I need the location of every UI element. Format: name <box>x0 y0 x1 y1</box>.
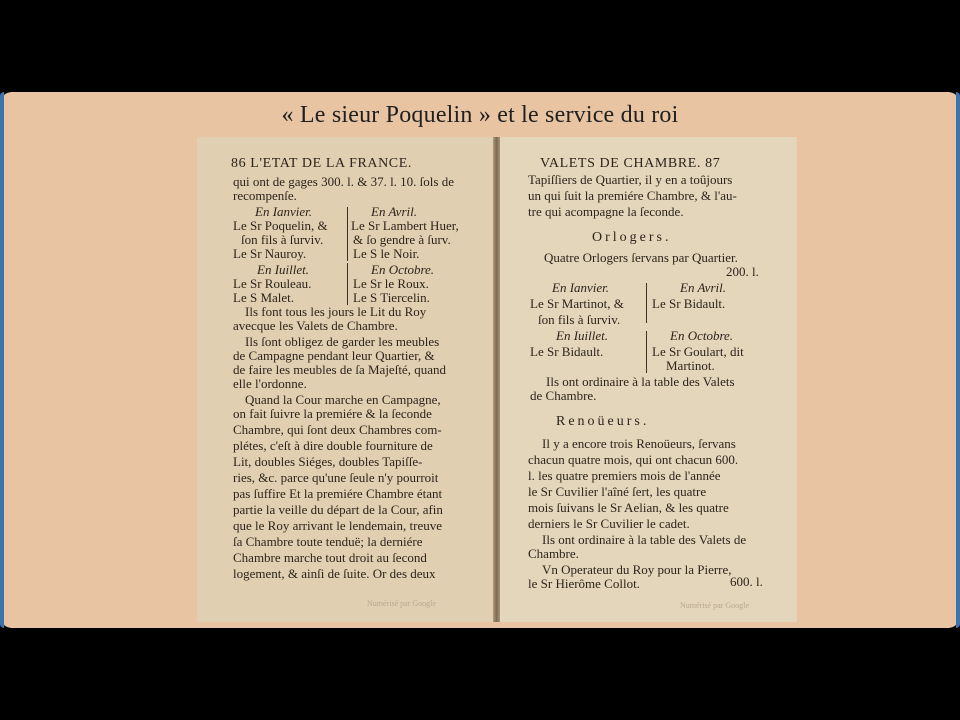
column-separator <box>347 207 348 261</box>
text-line: avecque les Valets de Chambre. <box>233 318 398 333</box>
text-line: En Avril. <box>680 280 726 295</box>
scan-watermark: Numérisé par Google <box>680 601 749 610</box>
text-line: derniers le Sr Cuvilier le cadet. <box>528 516 690 531</box>
text-line: Le S Tiercelin. <box>353 290 430 305</box>
text-line: ſa Chambre toute tenduë; la derniére <box>233 534 423 549</box>
text-line: de Chambre. <box>530 388 597 403</box>
text-line: ries, &c. parce qu'une ſeule n'y pourroit <box>233 470 439 485</box>
text-line: 600. l. <box>730 574 763 589</box>
column-separator <box>646 283 647 323</box>
text-line: Chambre, qui ſont deux Chambres com- <box>233 422 442 437</box>
text-line: qui ont de gages 300. l. & 37. l. 10. ſols de <box>233 174 454 189</box>
text-line: on fait ſuivre la premiére & la ſeconde <box>233 406 432 421</box>
text-line: Chambre marche tout droit au ſecond <box>233 550 427 565</box>
text-line: Ils ont ordinaire à la table des Valets <box>546 374 735 389</box>
right-page-header: VALETS DE CHAMBRE. 87 <box>540 156 721 171</box>
text-line: Quatre Orlogers ſervans par Quartier. <box>544 250 738 265</box>
text-line: de Campagne pendant leur Quartier, & <box>233 348 435 363</box>
column-separator <box>347 263 348 305</box>
slide-title: « Le sieur Poquelin » et le service du roi <box>281 102 679 128</box>
text-line: logement, & ainſi de ſuite. Or des deux <box>233 566 436 581</box>
text-line: ſon fils à ſurviv. <box>241 232 324 247</box>
text-line: de faire les meubles de ſa Majeſté, quand <box>233 362 446 377</box>
text-line: Quand la Cour marche en Campagne, <box>245 392 441 407</box>
text-line: Il y a encore trois Renoüeurs, ſervans <box>542 436 736 451</box>
text-line: Lit, doubles Siéges, doubles Tapiſſe- <box>233 454 423 469</box>
left-page-header: 86 L'ETAT DE LA FRANCE. <box>231 156 412 171</box>
text-line: ſon fils à ſurviv. <box>538 312 621 327</box>
text-line: Tapiſſiers de Quartier, il y en a toûjours <box>528 172 733 187</box>
text-line: 200. l. <box>726 264 759 279</box>
text-line: le Sr Cuvilier l'aîné ſert, les quatre <box>528 484 707 499</box>
text-line: En Octobre. <box>371 262 435 277</box>
text-line: & ſo gendre à ſurv. <box>353 232 451 247</box>
book-scan <box>197 137 797 622</box>
text-line: Le Sr Poquelin, & <box>233 218 328 233</box>
text-line: un qui ſuit la premiére Chambre, & l'au- <box>528 188 737 203</box>
text-line: Ils font tous les jours le Lit du Roy <box>245 304 427 319</box>
text-line: Le Sr le Roux. <box>353 276 429 291</box>
text-line: En Iuillet. <box>556 328 608 343</box>
text-line: Le Sr Bidault. <box>652 296 726 311</box>
text-line: Le S le Noir. <box>353 246 420 261</box>
text-line: Ils ſont obligez de garder les meubles <box>245 334 440 349</box>
text-line: mois ſuivans le Sr Aelian, & les quatre <box>528 500 729 515</box>
text-line: tre qui acompagne la ſeconde. <box>528 204 684 219</box>
text-line: Le Sr Rouleau. <box>233 276 312 291</box>
text-line: Chambre. <box>528 546 579 561</box>
text-line: En Octobre. <box>670 328 734 343</box>
text-line: elle l'ordonne. <box>233 376 307 391</box>
text-line: Vn Operateur du Roy pour la Pierre, <box>542 562 732 577</box>
text-line: Le Sr Martinot, & <box>530 296 624 311</box>
text-line: Le Sr Bidault. <box>530 344 604 359</box>
column-separator <box>646 331 647 373</box>
text-line: En Ianvier. <box>552 280 610 295</box>
section-heading-orlogers: Orlogers. <box>592 230 672 245</box>
text-line: chacun quatre mois, qui ont chacun 600. <box>528 452 739 467</box>
slide-right-edge <box>956 92 960 628</box>
text-line: Le Sr Lambert Huer, <box>351 218 459 233</box>
book-gutter <box>493 137 500 622</box>
section-heading-renoueurs: Renoüeurs. <box>556 414 650 429</box>
text-line: plétes, c'eſt à dire double fourniture de <box>233 438 433 453</box>
text-line: En Avril. <box>371 204 417 219</box>
text-line: pas ſuffire Et la premiére Chambre étant <box>233 486 443 501</box>
text-line: Le Sr Nauroy. <box>233 246 307 261</box>
right-page <box>500 137 797 622</box>
slide-left-edge <box>0 92 4 628</box>
text-line: Le S Malet. <box>233 290 295 305</box>
text-line: En Iuillet. <box>257 262 309 277</box>
text-line: Le Sr Goulart, dit <box>652 344 744 359</box>
left-page <box>197 137 493 622</box>
scan-watermark: Numérisé par Google <box>367 599 436 608</box>
text-line: le Sr Hierôme Collot. <box>528 576 640 591</box>
text-line: l. les quatre premiers mois de l'année <box>528 468 721 483</box>
text-line: Ils ont ordinaire à la table des Valets de <box>542 532 747 547</box>
text-line: En Ianvier. <box>255 204 313 219</box>
text-line: Martinot. <box>666 358 715 373</box>
text-line: que le Roy arrivant le lendemain, treuve <box>233 518 443 533</box>
text-line: partie la veille du départ de la Cour, afin <box>233 502 443 517</box>
text-line: recompenſe. <box>233 188 297 203</box>
